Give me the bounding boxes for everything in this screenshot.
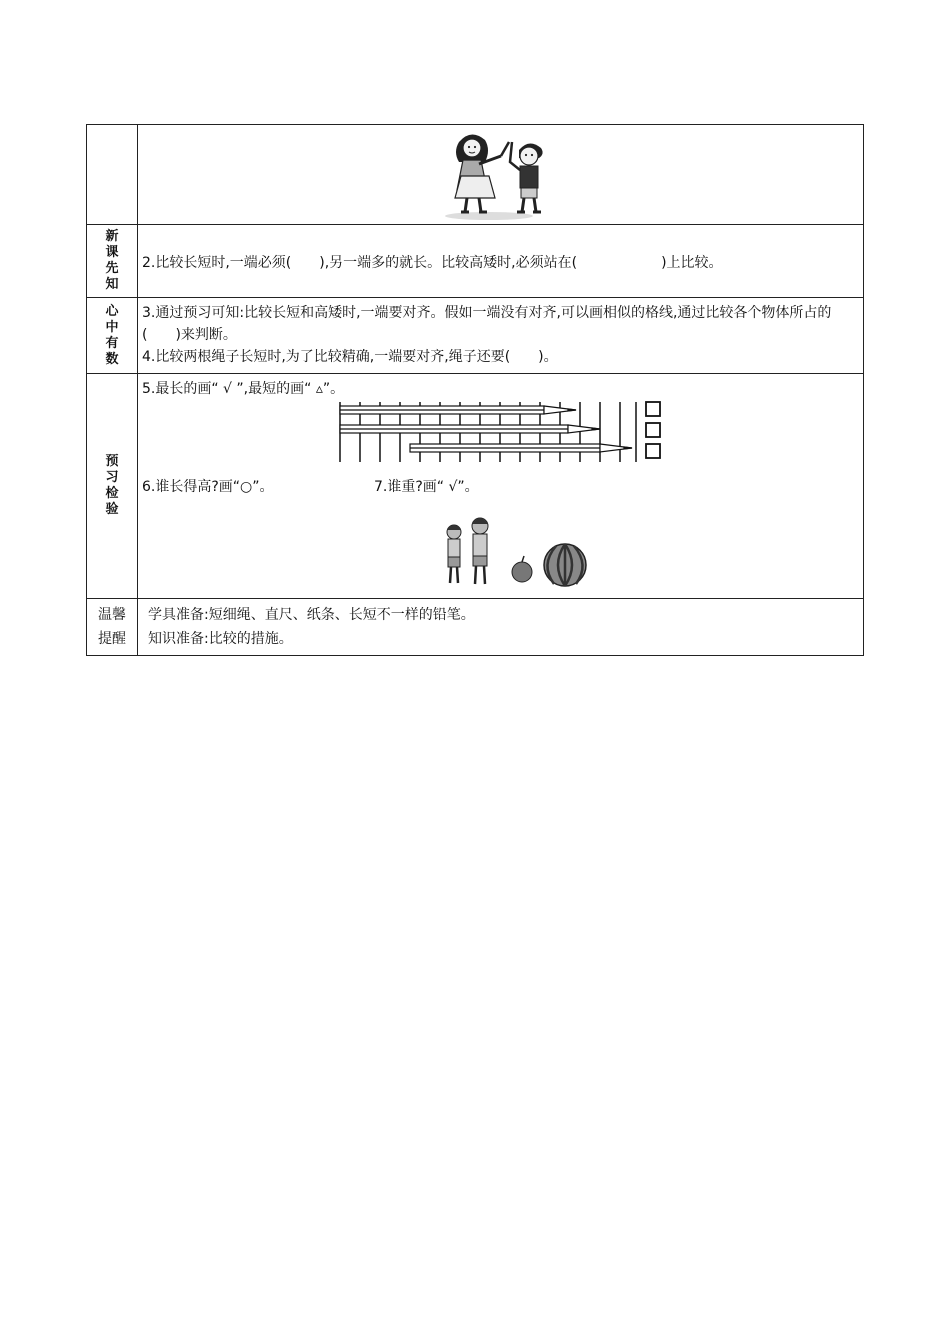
girl-and-boy-comparing-height-illustration <box>441 126 561 222</box>
row-label-preview-check: 预习检验 <box>87 374 138 599</box>
question-6: 6.谁长得高?画“○”。 <box>142 479 274 495</box>
answer-box-1 <box>646 402 660 416</box>
pencil-2 <box>340 425 600 433</box>
answer-box-2 <box>646 423 660 437</box>
pencil-3 <box>410 444 632 452</box>
row-preview-check <box>87 374 864 599</box>
apple-icon <box>512 562 532 582</box>
illustration-cell <box>138 125 864 225</box>
row-label-empty <box>87 125 138 225</box>
new-lesson-content <box>138 225 864 298</box>
row-warm-reminder <box>87 599 864 656</box>
row-new-lesson <box>87 225 864 298</box>
preview-check-content <box>138 374 864 599</box>
warm-reminder-content <box>138 599 864 656</box>
pencils-on-grid-figure <box>336 400 676 466</box>
question-4: 4.比较两根绳子长短时,为了比较精确,一端要对齐,绳子还要( )。 <box>142 349 558 365</box>
pencil-1 <box>340 406 576 414</box>
row-illustration <box>87 125 864 225</box>
question-7: 7.谁重?画“ √”。 <box>374 479 479 495</box>
row-label-warm-reminder: 温馨提醒 <box>87 599 138 656</box>
question-3: 3.通过预习可知:比较长短和高矮时,一端要对齐。假如一端没有对齐,可以画相似的格线,通过比较各个物体所占的( )来判断。 <box>142 305 832 343</box>
row-label-know-in-heart: 心中有数 <box>87 298 138 374</box>
question-2: 2.比较长短时,一端必须( ),另一端多的就长。比较高矮时,必须站在( )上比较。 <box>142 255 723 271</box>
know-in-heart-content <box>138 298 864 374</box>
row-know-in-heart <box>87 298 864 374</box>
question-5: 5.最长的画“ √ ”,最短的画“ ▵”。 <box>142 381 345 397</box>
answer-box-3 <box>646 444 660 458</box>
knowledge-preparation: 知识准备:比较的措施。 <box>148 631 293 647</box>
preview-worksheet-table <box>86 124 864 656</box>
tools-preparation: 学具准备:短细绳、直尺、纸条、长短不一样的铅笔。 <box>148 607 475 623</box>
two-children-apple-watermelon-figure <box>438 514 598 590</box>
questions-6-7 <box>142 476 859 498</box>
row-label-new-lesson: 新课先知 <box>87 225 138 298</box>
